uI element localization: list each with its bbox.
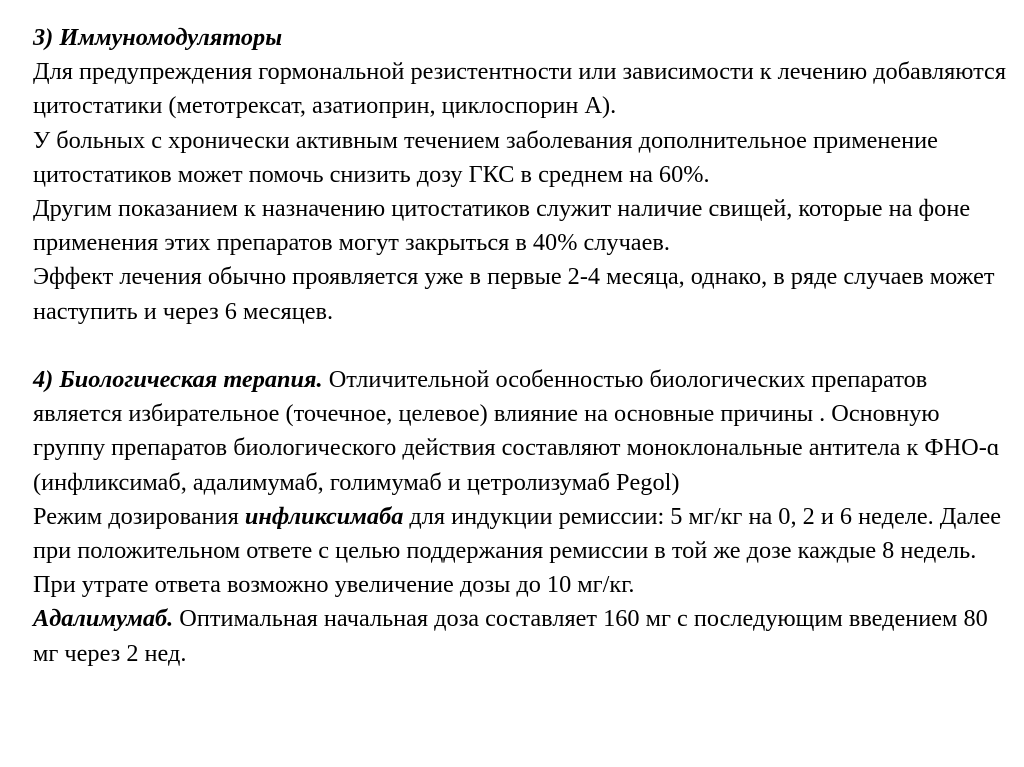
infliximab-dosing-paragraph xyxy=(33,500,1008,603)
adalimumab-drug-name: Адалимумаб. xyxy=(33,605,174,633)
adalimumab-dosing-text: Оптимальная начальная доза составляет 160 мг с последующим введением 80 мг через 2 нед. xyxy=(33,605,988,667)
section-spacer xyxy=(33,329,1008,363)
section3-paragraph-3: Другим показанием к назначению цитостатиков служит наличие свищей, которые на фоне применения этих препаратов могут закрыться в 40% случаев. xyxy=(33,195,971,257)
section3-heading-text: ) Иммуномодуляторы xyxy=(45,24,283,51)
section4-intro-text: Отличительной особенностью биологических препаратов является избирательное (точечное, целевое) влияние на основные причины . Основную группу препаратов биологического действия составляют моноклональные антитела к ФНО-ɑ (инфликсимаб, адалимумаб, голимумаб и цетролизумаб Pegol) xyxy=(33,366,1000,496)
section3-paragraph-4: Эффект лечения обычно проявляется уже в первые 2-4 месяца, однако, в ряде случаев может наступить и через 6 месяцев. xyxy=(33,263,995,325)
section3-heading xyxy=(33,21,1008,55)
section3-paragraph-1: Для предупреждения гормональной резистентности или зависимости к лечению добавляются цитостатики (метотрексат, азатиоприн, циклоспорин А). xyxy=(33,58,1007,120)
section3-heading-number: 3 xyxy=(33,24,46,51)
section3-paragraph-2: У больных с хронически активным течением заболевания дополнительное применение цитостатиков может помочь снизить дозу ГКС в среднем на 60%. xyxy=(33,126,938,188)
infliximab-dosing-text: для индукции ремиссии: 5 мг/кг на 0, 2 и 6 неделе. Далее при положительном ответе с целью поддержания ремиссии в той же дозе каждые 8 недель. При утрате ответа возможно увеличение дозы до 10 мг/кг. xyxy=(33,502,1002,599)
slide-content xyxy=(33,21,1008,671)
adalimumab-dosing-paragraph xyxy=(33,602,1008,670)
infliximab-drug-name: инфликсимаба xyxy=(244,502,404,530)
section4-intro-paragraph xyxy=(33,363,1008,500)
section4-heading: 4) Биологическая терапия. xyxy=(33,366,323,394)
infliximab-prefix: Режим дозирования xyxy=(33,502,245,530)
